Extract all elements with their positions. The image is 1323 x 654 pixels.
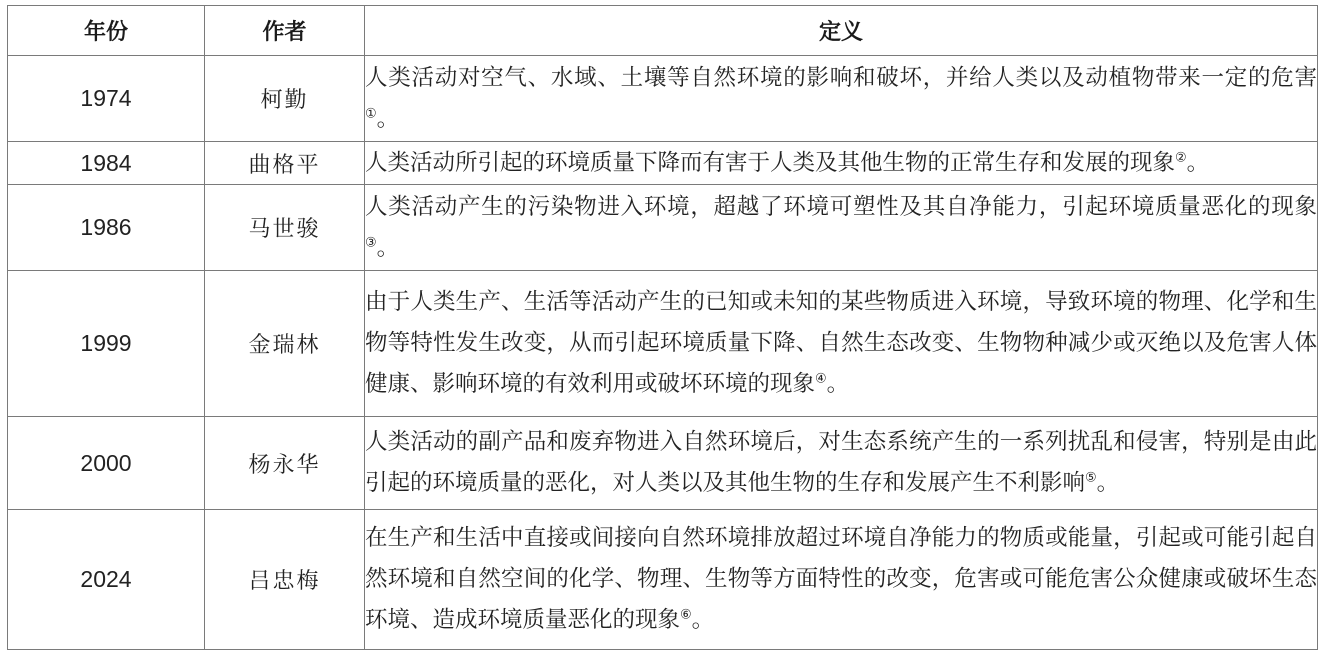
table-row [8,510,1318,650]
footnote-marker: ① [365,106,377,121]
footnote-marker: ⑥ [680,607,692,623]
definition-text: 人类活动的副产品和废弃物进入自然环境后，对生态系统产生的一系列扰乱和侵害，特别是由此引起的环境质量的恶化，对人类以及其他生物的生存和发展产生不利影响 [365,429,1317,496]
definition-text: 由于人类生产、生活等活动产生的已知或未知的某些物质进入环境，导致环境的物理、化学和生物等特性发生改变，从而引起环境质量下降、自然生态改变、生物物种减少或灭绝以及危害人体健康、影响环境的有效利用或破坏环境的现象 [365,289,1317,397]
year-cell: 1999 [8,271,205,417]
author-cell: 曲格平 [205,142,365,185]
definition-end-punctuation: 。 [376,105,400,132]
table-row [8,185,1318,271]
definition-table [7,5,1318,650]
definition-cell [365,142,1318,185]
definition-end-punctuation: 。 [691,607,715,633]
header-year: 年份 [8,6,205,56]
definition-text: 人类活动产生的污染物进入环境，超越了环境可塑性及其自净能力，引起环境质量恶化的现象 [365,193,1317,220]
table-header-row [8,6,1318,56]
definition-text: 在生产和生活中直接或间接向自然环境排放超过环境自净能力的物质或能量，引起或可能引起自然环境和自然空间的化学、物理、生物等方面特性的改变，危害或可能危害公众健康或破坏生态环境、造成环境质量恶化的现象 [365,525,1317,633]
definition-cell [365,510,1318,650]
author-cell: 杨永华 [205,417,365,510]
year-cell: 1986 [8,185,205,271]
definition-end-punctuation: 。 [826,371,850,397]
author-cell: 吕忠梅 [205,510,365,650]
definition-end-punctuation: 。 [1186,149,1210,176]
definition-cell [365,56,1318,142]
author-cell: 金瑞林 [205,271,365,417]
table-row [8,142,1318,185]
header-author: 作者 [205,6,365,56]
definition-text: 人类活动所引起的环境质量下降而有害于人类及其他生物的正常生存和发展的现象 [365,149,1176,176]
author-cell: 马世骏 [205,185,365,271]
year-cell: 1974 [8,56,205,142]
definition-cell [365,417,1318,510]
author-cell: 柯勤 [205,56,365,142]
footnote-marker: ③ [365,235,377,250]
year-cell: 2024 [8,510,205,650]
table-row [8,417,1318,510]
table-row [8,56,1318,142]
footnote-marker: ⑤ [1085,470,1097,486]
definition-end-punctuation: 。 [376,234,400,261]
definition-cell [365,185,1318,271]
definition-end-punctuation: 。 [1096,470,1120,496]
footnote-marker: ② [1175,150,1187,165]
definition-text: 人类活动对空气、水域、土壤等自然环境的影响和破坏，并给人类以及动植物带来一定的危害 [365,64,1317,91]
definition-cell [365,271,1318,417]
header-definition: 定义 [365,6,1318,56]
footnote-marker: ④ [815,371,827,387]
table-row [8,271,1318,417]
year-cell: 2000 [8,417,205,510]
year-cell: 1984 [8,142,205,185]
